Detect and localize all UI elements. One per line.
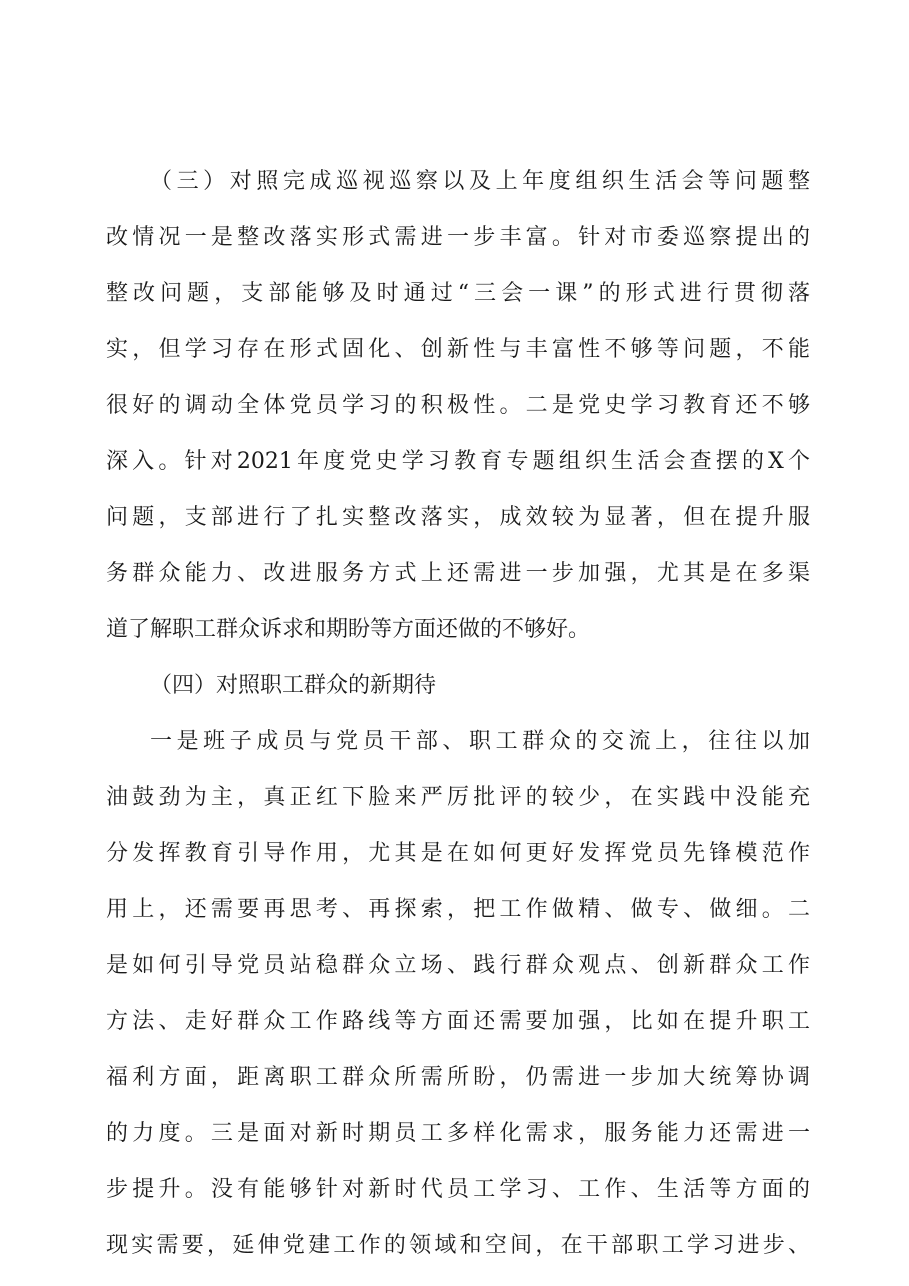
- paragraph-line: 很好的调动全体党员学习的积极性。二是党史学习教育还不够: [106, 393, 810, 418]
- paragraph-line: 方法、走好群众工作路线等方面还需要加强，比如在提升职工: [106, 1009, 810, 1034]
- paragraph-line: 务群众能力、改进服务方式上还需进一步加强，尤其是在多渠: [106, 561, 810, 586]
- paragraph-line: 现实需要，延伸党建工作的领域和空间，在干部职工学习进步、: [106, 1233, 810, 1258]
- paragraph-line: 是如何引导党员站稳群众立场、践行群众观点、创新群众工作: [106, 953, 810, 978]
- paragraph-line: 分发挥教育引导作用，尤其是在如何更好发挥党员先锋模范作: [106, 841, 810, 866]
- paragraph-line: 用上，还需要再思考、再探索，把工作做精、做专、做细。二: [106, 897, 810, 922]
- paragraph-line: 整改问题，支部能够及时通过“三会一课”的形式进行贯彻落: [106, 281, 810, 306]
- paragraph-line: 的力度。三是面对新时期员工多样化需求，服务能力还需进一: [106, 1121, 810, 1146]
- paragraph-line: 问题，支部进行了扎实整改落实，成效较为显著，但在提升服: [106, 505, 810, 530]
- paragraph-line: 道了解职工群众诉求和期盼等方面还做的不够好。: [106, 617, 591, 642]
- paragraph-line: 深入。针对2021年度党史学习教育专题组织生活会查摆的X个: [106, 449, 810, 474]
- section-heading: （四）对照职工群众的新期待: [150, 673, 437, 698]
- paragraph-line: 步提升。没有能够针对新时代员工学习、工作、生活等方面的: [106, 1177, 810, 1202]
- paragraph-line: （三）对照完成巡视巡察以及上年度组织生活会等问题整: [150, 169, 810, 194]
- paragraph-line: 油鼓劲为主，真正红下脸来严厉批评的较少，在实践中没能充: [106, 785, 810, 810]
- paragraph-line: 一是班子成员与党员干部、职工群众的交流上，往往以加: [150, 729, 810, 754]
- paragraph-line: 福利方面，距离职工群众所需所盼，仍需进一步加大统筹协调: [106, 1065, 810, 1090]
- paragraph-line: 改情况一是整改落实形式需进一步丰富。针对市委巡察提出的: [106, 225, 810, 250]
- paragraph-line: 实，但学习存在形式固化、创新性与丰富性不够等问题，不能: [106, 337, 810, 362]
